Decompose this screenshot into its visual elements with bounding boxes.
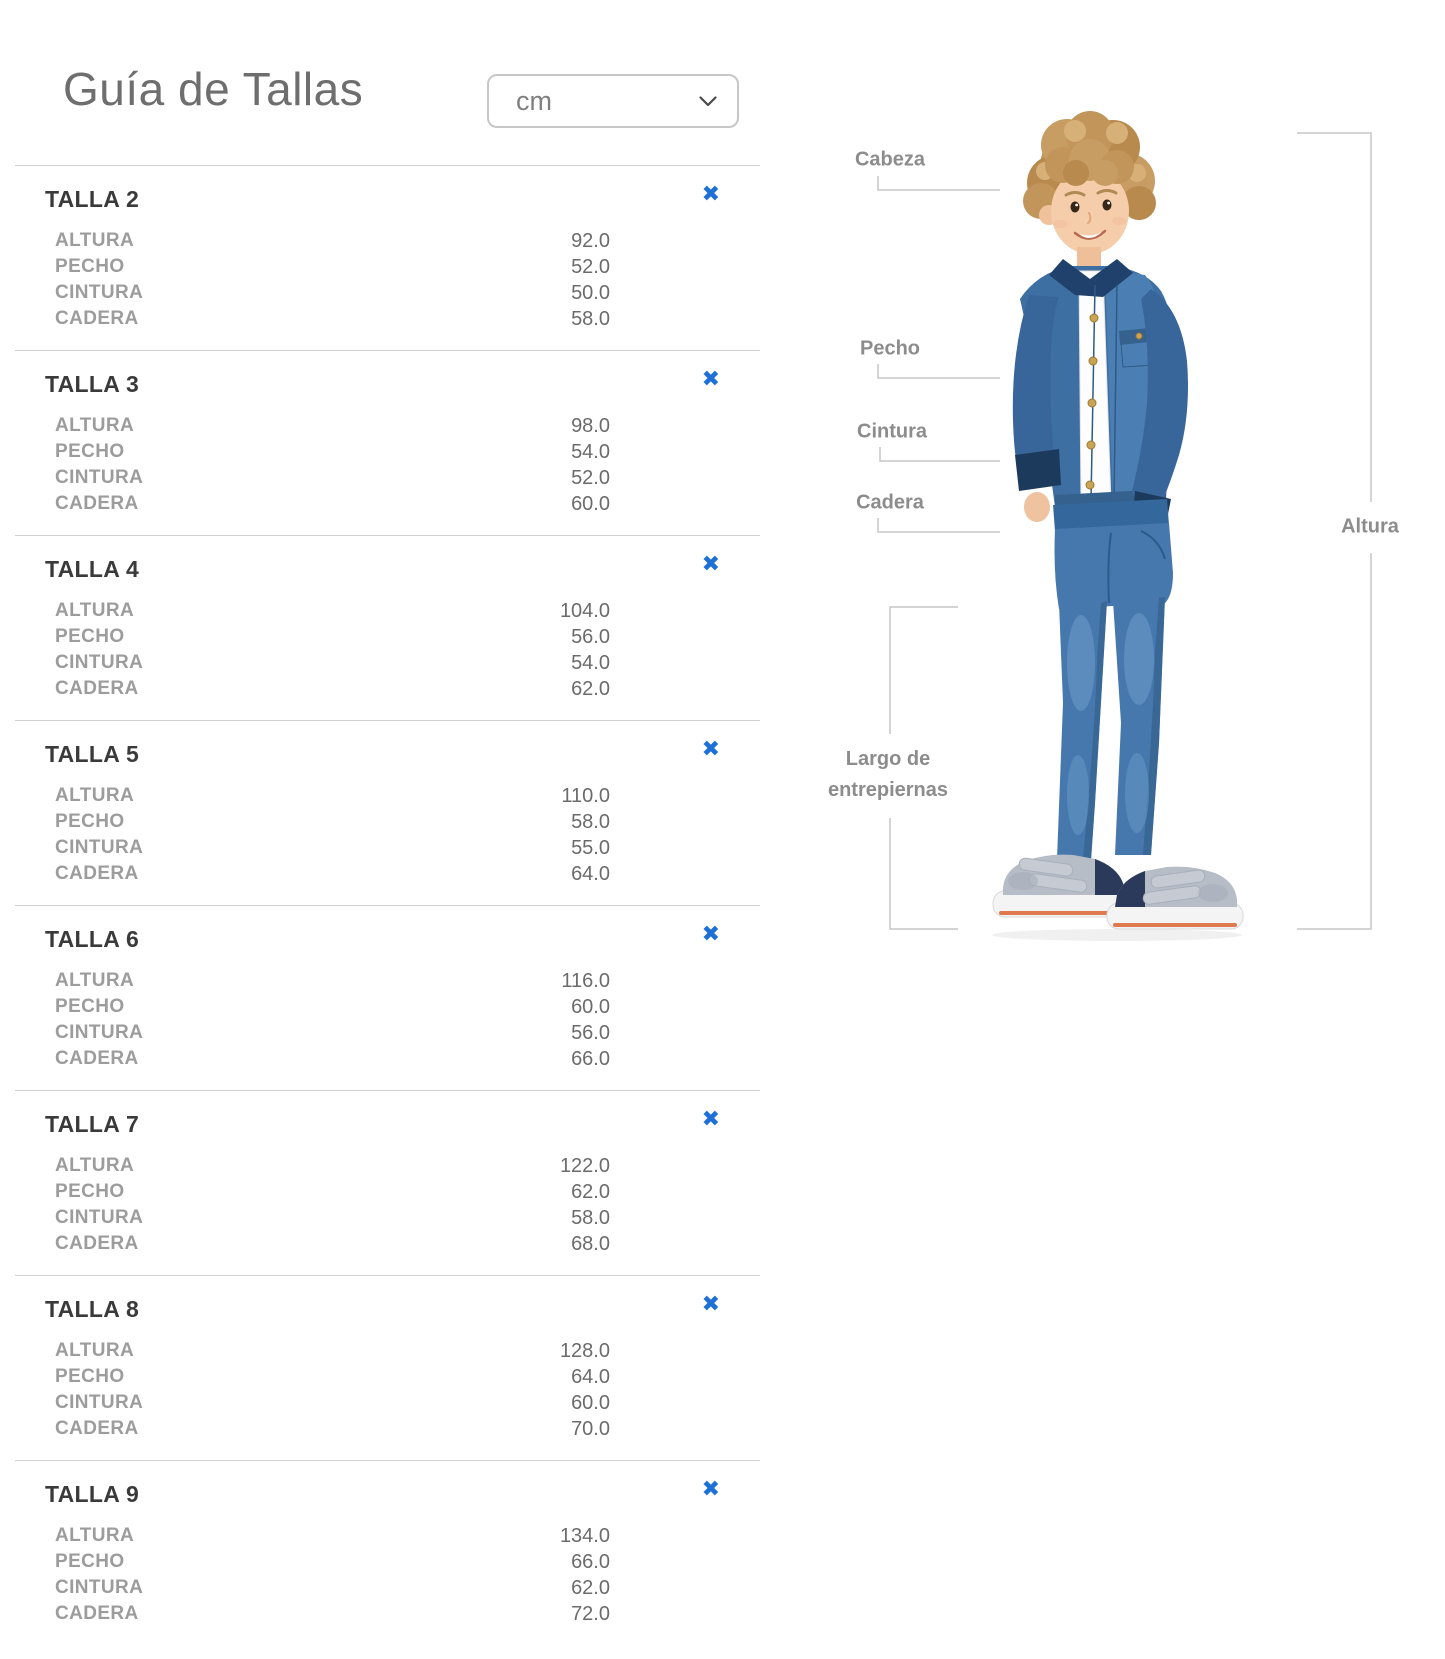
measure-value: 62.0 [571,678,610,700]
size-title: TALLA 7 [45,1111,140,1137]
measure-row [55,1551,760,1577]
measure-row [55,785,760,811]
measure-value: 72.0 [571,1603,610,1625]
measure-value: 110.0 [561,785,610,807]
size-title: TALLA 5 [45,741,140,767]
measure-row [55,1022,760,1048]
figure-right-shoe [1107,867,1243,929]
measure-value: 62.0 [571,1181,610,1203]
measure-value: 55.0 [571,837,610,859]
measure-label: PECHO [55,1366,125,1387]
measure-value: 52.0 [571,467,610,489]
measure-row [55,282,760,308]
measure-row [55,256,760,282]
measure-value: 104.0 [559,600,610,622]
measure-rows [55,230,760,334]
measure-row [55,441,760,467]
measure-label: CADERA [55,863,139,884]
remove-size-button[interactable]: ✖ [698,180,724,210]
remove-size-button[interactable]: ✖ [698,365,724,395]
measure-label: ALTURA [55,1340,135,1361]
measure-label: CADERA [55,1048,139,1069]
measure-label: CADERA [55,1233,139,1254]
altura-bracket-bottom [1297,553,1371,929]
measure-row [55,1418,760,1444]
measure-row [55,1207,760,1233]
figure-label-altura: Altura [1341,515,1399,538]
measure-value: 64.0 [571,1366,610,1388]
altura-bracket-top [1297,133,1371,502]
size-section [15,1275,760,1460]
measure-row [55,1155,760,1181]
figure-jeans [1053,499,1173,861]
measure-row [55,1577,760,1603]
measure-label: ALTURA [55,785,135,806]
measure-row [55,970,760,996]
remove-size-button[interactable]: ✖ [698,1290,724,1320]
measure-label: PECHO [55,441,125,462]
figure-neck [1077,247,1101,267]
measure-label: ALTURA [55,970,135,991]
remove-size-button[interactable]: ✖ [698,1475,724,1505]
measure-value: 54.0 [571,441,610,463]
measure-label: CADERA [55,1603,139,1624]
measure-row [55,863,760,889]
size-section [15,535,760,720]
measure-value: 70.0 [571,1418,610,1440]
measure-value: 56.0 [571,1022,610,1044]
measure-label: ALTURA [55,1155,135,1176]
measure-value: 128.0 [559,1340,610,1362]
measure-label: PECHO [55,256,125,277]
measure-value: 60.0 [571,996,610,1018]
size-section [15,350,760,535]
measure-value: 58.0 [571,811,610,833]
measure-value: 134.0 [559,1525,610,1547]
measure-label: ALTURA [55,415,135,436]
measure-label: PECHO [55,811,125,832]
measure-label: CADERA [55,493,139,514]
size-title: TALLA 4 [45,556,140,582]
figure-label-largo-entrepiernas: Largo de entrepiernas [827,748,949,801]
measure-label: CINTURA [55,652,144,673]
measure-value: 56.0 [571,626,610,648]
measure-row [55,1048,760,1074]
measure-row [55,1366,760,1392]
measure-row [55,678,760,704]
measure-value: 50.0 [571,282,610,304]
measure-label: CINTURA [55,1392,144,1413]
measure-row [55,1181,760,1207]
measure-label: ALTURA [55,230,135,251]
measure-value: 60.0 [571,493,610,515]
measure-row [55,467,760,493]
figure-label-cabeza: Cabeza [854,148,926,171]
measure-row [55,415,760,441]
measure-value: 66.0 [571,1551,610,1573]
measure-rows [55,970,760,1074]
chevron-down-icon [699,96,717,107]
measure-row [55,230,760,256]
measure-value: 54.0 [571,652,610,674]
measure-row [55,493,760,519]
size-section [15,905,760,1090]
size-section [15,720,760,905]
measure-label: CINTURA [55,1207,144,1228]
measure-row [55,1525,760,1551]
measure-rows [55,1340,760,1444]
size-title: TALLA 6 [45,926,140,952]
measure-rows [55,1525,760,1629]
size-title: TALLA 9 [45,1481,140,1507]
remove-size-button[interactable]: ✖ [698,550,724,580]
measure-value: 52.0 [571,256,610,278]
measure-label: PECHO [55,1551,125,1572]
size-title: TALLA 8 [45,1296,140,1322]
measure-rows [55,785,760,889]
measure-row [55,1603,760,1629]
measure-row [55,1233,760,1259]
measure-row [55,652,760,678]
measure-value: 66.0 [571,1048,610,1070]
measure-row [55,837,760,863]
figure-label-cintura: Cintura [857,420,927,443]
figure-label-pecho: Pecho [859,337,921,360]
measure-row [55,1340,760,1366]
measure-row [55,626,760,652]
measure-label: CINTURA [55,1577,144,1598]
size-section [15,165,760,350]
measure-value: 64.0 [571,863,610,885]
measure-row [55,996,760,1022]
measure-label: PECHO [55,1181,125,1202]
measure-rows [55,1155,760,1259]
measure-label: CINTURA [55,467,144,488]
size-list [15,165,760,1645]
measure-label: CINTURA [55,1022,144,1043]
size-title: TALLA 3 [45,371,140,397]
figure-label-cadera: Cadera [856,491,924,514]
size-title: TALLA 2 [45,186,140,212]
size-section [15,1090,760,1275]
measure-value: 92.0 [571,230,610,252]
measure-label: PECHO [55,626,125,647]
measure-label: CINTURA [55,282,144,303]
remove-size-button[interactable]: ✖ [698,920,724,950]
remove-size-button[interactable]: ✖ [698,735,724,765]
measure-value: 60.0 [571,1392,610,1414]
measure-value: 58.0 [571,308,610,330]
measure-row [55,1392,760,1418]
measure-label: PECHO [55,996,125,1017]
measure-label: ALTURA [55,600,135,621]
remove-size-button[interactable]: ✖ [698,1105,724,1135]
measure-value: 122.0 [559,1155,610,1177]
size-section [15,1460,760,1645]
child-model-photo [945,103,1255,943]
measure-label: CINTURA [55,837,144,858]
measure-value: 58.0 [571,1207,610,1229]
measure-value: 116.0 [561,970,610,992]
measure-value: 62.0 [571,1577,610,1599]
measure-row [55,811,760,837]
measure-row [55,308,760,334]
measure-rows [55,600,760,704]
page-title: Guía de Tallas [63,63,364,115]
measure-row [55,600,760,626]
measure-value: 98.0 [571,415,610,437]
unit-select[interactable] [487,74,739,128]
measure-value: 68.0 [571,1233,610,1255]
unit-select-value: cm [516,85,552,116]
ground-shadow [992,929,1242,941]
measure-label: CADERA [55,308,139,329]
measure-rows [55,415,760,519]
measure-label: ALTURA [55,1525,135,1546]
measure-label: CADERA [55,678,139,699]
measure-label: CADERA [55,1418,139,1439]
